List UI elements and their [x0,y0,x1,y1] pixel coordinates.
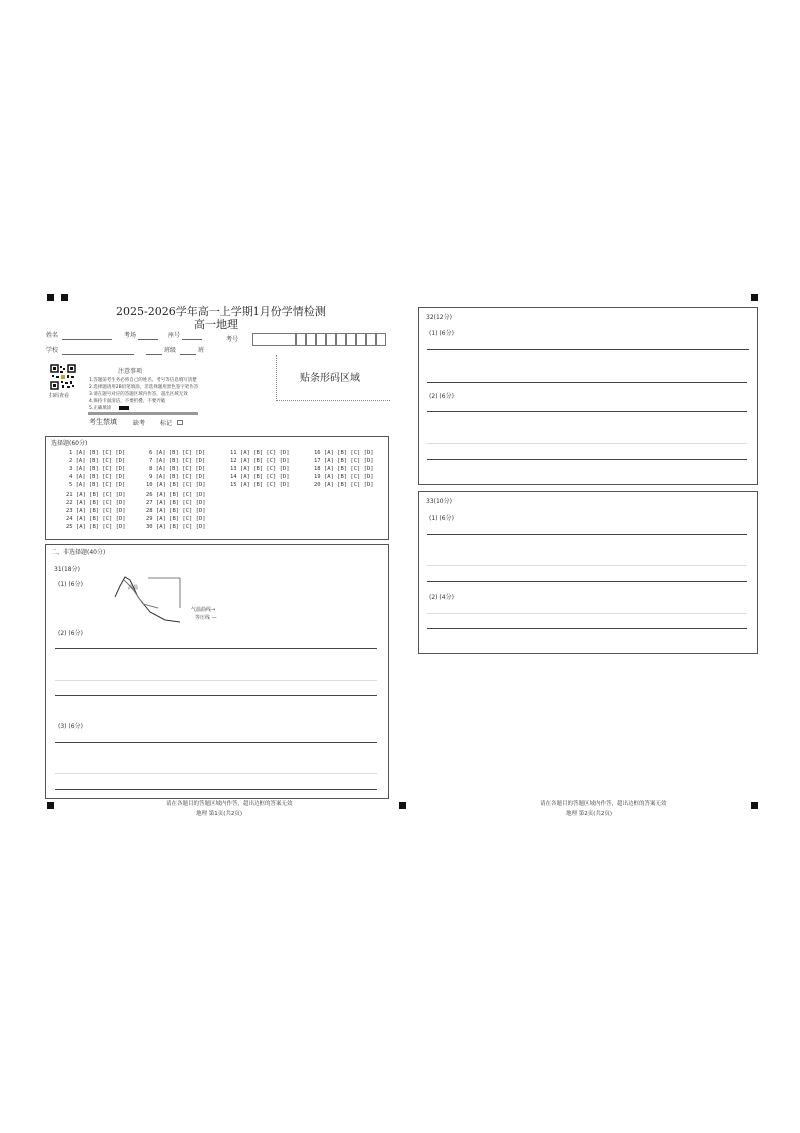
class-number-field[interactable] [180,354,196,355]
answer-line[interactable] [55,648,377,649]
mc-row[interactable]: 3 [A] [B] [C] [D] [69,466,126,472]
right-footer-warning: 请在各题目的答题区域内作答，超出边框的答案无效 [540,801,667,807]
answer-line[interactable] [427,613,747,614]
mc-row[interactable]: 11 [A] [B] [C] [D] [230,450,290,456]
notice-divider [88,412,198,415]
absent-label: 考生禁填 [89,418,117,426]
q31-label: 31(18分) [54,566,80,573]
mc-row[interactable]: 18 [A] [B] [C] [D] [314,466,374,472]
answer-line[interactable] [427,581,747,582]
answer-line[interactable] [427,382,747,383]
mc-row[interactable]: 6 [A] [B] [C] [D] [149,450,206,456]
answer-line[interactable] [55,789,377,790]
right-footer-page: 地理 第2页(共2页) [566,811,613,817]
q33-part1-label: (1) (6分) [429,515,454,522]
school-field[interactable] [62,354,134,355]
left-footer-page: 地理 第1页(共2页) [196,811,243,817]
seat-label: 座号 [168,332,181,339]
sheet-title: 2025-2026学年高一上学期1月份学情检测 [116,305,326,318]
mc-row[interactable]: 12 [A] [B] [C] [D] [230,458,290,464]
q31-part3-label: (3) (6分) [58,723,83,730]
mc-row[interactable]: 28 [A] [B] [C] [D] [146,508,206,514]
mc-row[interactable]: 14 [A] [B] [C] [D] [230,474,290,480]
absent-mark-label: 标记 [160,420,173,427]
mc-row[interactable]: 7 [A] [B] [C] [D] [149,458,206,464]
name-label: 姓名 [46,332,59,339]
q33-part2-label: (2) (4分) [429,594,454,601]
notice-line-4: 4.保持卡面清洁，不要折叠、不要弄破 [89,399,166,404]
mc-row[interactable]: 5 [A] [B] [C] [D] [69,482,126,488]
q31-part2-label: (2) (6分) [58,630,83,637]
mc-row[interactable]: 22 [A] [B] [C] [D] [66,500,126,506]
mc-row[interactable]: 26 [A] [B] [C] [D] [146,492,206,498]
answer-line[interactable] [427,459,747,460]
mc-row[interactable]: 17 [A] [B] [C] [D] [314,458,374,464]
answer-line[interactable] [427,411,747,412]
mc-row[interactable]: 19 [A] [B] [C] [D] [314,474,374,480]
mc-row[interactable]: 2 [A] [B] [C] [D] [69,458,126,464]
nonmc-section-title: 二、非选择题(40分) [51,549,106,556]
mc-row[interactable]: 25 [A] [B] [C] [D] [66,524,126,530]
answer-line[interactable] [427,349,749,350]
answer-line[interactable] [55,680,377,681]
mc-row[interactable]: 27 [A] [B] [C] [D] [146,500,206,506]
q31-diagram-legend-1: 气温曲线→ [191,607,216,613]
exam-id-label: 考号 [226,336,239,343]
q31-diagram-top-label: 高温 [128,585,139,591]
notice-line-1: 1.答题前考生务必将自己的姓名、考号等信息填写清楚 [89,378,197,383]
mc-row[interactable]: 10 [A] [B] [C] [D] [146,482,206,488]
notice-line-5: 5.正确填涂 [89,406,112,411]
name-field[interactable] [62,339,112,340]
registration-mark-top-right [751,294,758,301]
registration-mark-bottom-center [399,802,406,809]
mc-row[interactable]: 20 [A] [B] [C] [D] [314,482,374,488]
answer-line[interactable] [427,628,747,629]
qr-code-icon [50,364,76,390]
left-footer-warning: 请在各题目的答题区域内作答，超出边框的答案无效 [166,801,293,807]
answer-line[interactable] [55,742,377,743]
answer-line[interactable] [55,773,377,774]
q32-part1-label: (1) (6分) [429,330,454,337]
mc-row[interactable]: 30 [A] [B] [C] [D] [146,524,206,530]
mc-row[interactable]: 4 [A] [B] [C] [D] [69,474,126,480]
registration-mark-top-left-2 [61,294,68,301]
q33-answer-box [418,491,758,654]
mc-row[interactable]: 8 [A] [B] [C] [D] [149,466,206,472]
q32-label: 32(12分) [426,314,452,321]
class-field[interactable] [146,354,162,355]
answer-line[interactable] [427,534,747,535]
seat-field[interactable] [182,339,202,340]
mc-section-title: 选择题(60分) [51,440,88,447]
mc-row[interactable]: 1 [A] [B] [C] [D] [69,450,126,456]
notice-line-2: 2.选择题请用2B铅笔填涂，非选择题用黑色签字笔作答 [89,385,199,390]
mc-row[interactable]: 16 [A] [B] [C] [D] [314,450,374,456]
mc-row[interactable]: 21 [A] [B] [C] [D] [66,492,126,498]
exam-room-label: 考场 [124,332,137,339]
mc-row[interactable]: 24 [A] [B] [C] [D] [66,516,126,522]
school-label: 学校 [46,347,59,354]
registration-mark-bottom-left [47,802,54,809]
q31-part1-label: (1) (6分) [58,581,83,588]
answer-line[interactable] [55,695,377,696]
absent-checkbox-label: 缺考 [133,420,146,427]
q31-diagram-legend-2: 等压线 — [195,615,217,621]
mc-row[interactable]: 9 [A] [B] [C] [D] [149,474,206,480]
sheet-subject: 高一地理 [194,318,238,331]
class-label: 班级 [164,347,177,354]
registration-mark-bottom-right [751,802,758,809]
mc-row[interactable]: 29 [A] [B] [C] [D] [146,516,206,522]
registration-mark-top-left-1 [47,294,54,301]
absent-checkbox[interactable] [177,420,183,425]
q32-part2-label: (2) (6分) [429,393,454,400]
mc-row[interactable]: 13 [A] [B] [C] [D] [230,466,290,472]
q33-label: 33(10分) [426,498,452,505]
answer-line[interactable] [427,443,747,444]
mc-row[interactable]: 23 [A] [B] [C] [D] [66,508,126,514]
mc-row[interactable]: 15 [A] [B] [C] [D] [230,482,290,488]
fill-example-mark [119,406,129,410]
class-tail-label: 班 [198,347,205,354]
notice-line-3: 3.请在题号对应的答题区域内作答，超出区域无效 [89,392,188,397]
answer-line[interactable] [427,565,747,566]
qr-caption: 扫码查看 [49,393,70,399]
barcode-area-label: 贴条形码区域 [300,373,360,384]
notice-title: 注意事项 [118,368,143,375]
exam-room-field[interactable] [138,339,158,340]
